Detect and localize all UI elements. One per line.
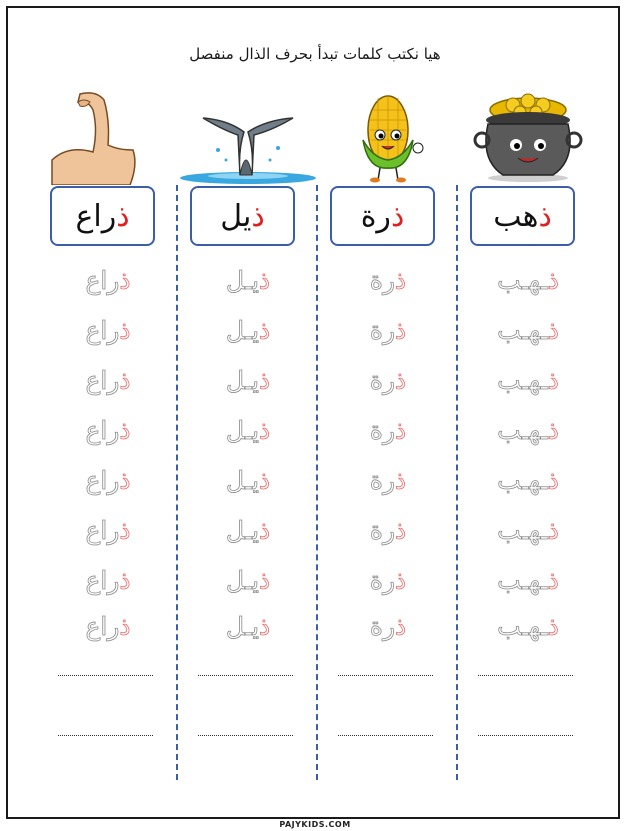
trace-rest: راع [85, 266, 120, 295]
trace-first-letter: ذ [119, 366, 131, 395]
trace-first-letter: ذ [547, 416, 559, 445]
trace-word [318, 316, 458, 345]
trace-word [38, 566, 178, 595]
corn-icon [318, 90, 458, 185]
first-letter: ذ [251, 198, 265, 234]
trace-word [178, 516, 318, 545]
trace-first-letter: ذ [119, 416, 131, 445]
trace-first-letter: ذ [547, 612, 559, 641]
word-rest: راع [75, 198, 117, 234]
trace-first-letter: ذ [119, 266, 131, 295]
trace-rest: راع [85, 316, 120, 345]
trace-first-letter: ذ [395, 316, 407, 345]
writing-line[interactable] [478, 675, 573, 676]
trace-first-letter: ذ [119, 566, 131, 595]
trace-first-letter: ذ [259, 466, 271, 495]
trace-word [318, 566, 458, 595]
trace-word [318, 516, 458, 545]
column-dhahab [458, 0, 598, 828]
first-letter: ذ [116, 198, 130, 234]
column-dhiraa [38, 0, 178, 828]
trace-rest: رة [369, 466, 396, 495]
column-dhayl [178, 0, 318, 828]
whale-tail-icon [178, 90, 318, 185]
trace-first-letter: ذ [547, 466, 559, 495]
trace-first-letter: ذ [259, 416, 271, 445]
trace-first-letter: ذ [395, 266, 407, 295]
trace-rest: يـل [225, 316, 260, 345]
trace-first-letter: ذ [547, 566, 559, 595]
trace-word [458, 612, 598, 641]
word-card [330, 186, 435, 246]
arm-muscle-icon [38, 90, 178, 185]
trace-rest: رة [369, 516, 396, 545]
trace-word [318, 266, 458, 295]
word-rest: يل [220, 198, 252, 234]
trace-rest: راع [85, 466, 120, 495]
page-title: هيا نكتب كلمات تبدأ بحرف الذال منفصل [189, 45, 441, 63]
trace-word [38, 316, 178, 345]
word-rest: هب [493, 198, 539, 234]
trace-word [458, 416, 598, 445]
trace-first-letter: ذ [119, 612, 131, 641]
word-card [190, 186, 295, 246]
trace-rest: يـل [225, 416, 260, 445]
trace-word [178, 466, 318, 495]
first-letter: ذ [538, 198, 552, 234]
trace-word [178, 316, 318, 345]
trace-word [38, 416, 178, 445]
trace-rest: ـهـب [497, 366, 548, 395]
trace-rest: راع [85, 366, 120, 395]
writing-line[interactable] [338, 735, 433, 736]
trace-word [178, 366, 318, 395]
trace-rest: رة [369, 366, 396, 395]
trace-rest: يـل [225, 266, 260, 295]
trace-word [178, 566, 318, 595]
trace-rest: رة [369, 612, 396, 641]
trace-rest: يـل [225, 516, 260, 545]
trace-first-letter: ذ [259, 316, 271, 345]
trace-first-letter: ذ [259, 516, 271, 545]
trace-rest: راع [85, 566, 120, 595]
word-rest: رة [360, 198, 391, 234]
trace-word [178, 612, 318, 641]
footer-website[interactable]: PAJYKIDS.COM [275, 820, 354, 829]
trace-rest: يـل [225, 366, 260, 395]
trace-word [38, 612, 178, 641]
trace-first-letter: ذ [259, 266, 271, 295]
word-card [470, 186, 575, 246]
trace-first-letter: ذ [547, 266, 559, 295]
writing-line[interactable] [478, 735, 573, 736]
trace-first-letter: ذ [395, 416, 407, 445]
trace-first-letter: ذ [395, 612, 407, 641]
trace-rest: ـهـب [497, 266, 548, 295]
footer [0, 812, 630, 831]
trace-word [38, 366, 178, 395]
trace-rest: ـهـب [497, 466, 548, 495]
trace-rest: يـل [225, 466, 260, 495]
trace-first-letter: ذ [395, 366, 407, 395]
first-letter: ذ [390, 198, 405, 234]
trace-first-letter: ذ [395, 566, 407, 595]
trace-word [458, 316, 598, 345]
trace-first-letter: ذ [395, 516, 407, 545]
trace-rest: رة [369, 566, 396, 595]
trace-word [318, 612, 458, 641]
trace-first-letter: ذ [547, 516, 559, 545]
writing-line[interactable] [58, 675, 153, 676]
trace-rest: يـل [225, 566, 260, 595]
trace-first-letter: ذ [259, 612, 271, 641]
trace-first-letter: ذ [259, 366, 271, 395]
trace-word [178, 266, 318, 295]
trace-rest: رة [369, 416, 396, 445]
trace-first-letter: ذ [547, 316, 559, 345]
writing-line[interactable] [198, 675, 293, 676]
trace-word [38, 466, 178, 495]
pot-of-gold-icon [458, 90, 598, 185]
trace-rest: راع [85, 416, 120, 445]
trace-first-letter: ذ [547, 366, 559, 395]
trace-rest: ـهـب [497, 516, 548, 545]
trace-word [38, 516, 178, 545]
trace-first-letter: ذ [119, 516, 131, 545]
trace-rest: ـهـب [497, 566, 548, 595]
trace-word [458, 266, 598, 295]
trace-word [458, 366, 598, 395]
writing-line[interactable] [338, 675, 433, 676]
trace-word [318, 366, 458, 395]
trace-word [458, 516, 598, 545]
writing-line[interactable] [198, 735, 293, 736]
word-card [50, 186, 155, 246]
trace-first-letter: ذ [395, 466, 407, 495]
trace-rest: رة [369, 266, 396, 295]
writing-line[interactable] [58, 735, 153, 736]
trace-rest: راع [85, 516, 120, 545]
trace-word [318, 416, 458, 445]
trace-word [38, 266, 178, 295]
trace-rest: راع [85, 612, 120, 641]
column-dhura [318, 0, 458, 828]
trace-rest: ـهـب [497, 416, 548, 445]
trace-rest: ـهـب [497, 316, 548, 345]
trace-word [458, 466, 598, 495]
trace-first-letter: ذ [119, 466, 131, 495]
trace-word [318, 466, 458, 495]
trace-rest: ـهـب [497, 612, 548, 641]
trace-rest: يـل [225, 612, 260, 641]
trace-word [458, 566, 598, 595]
trace-rest: رة [369, 316, 396, 345]
trace-word [178, 416, 318, 445]
trace-first-letter: ذ [119, 316, 131, 345]
trace-first-letter: ذ [259, 566, 271, 595]
